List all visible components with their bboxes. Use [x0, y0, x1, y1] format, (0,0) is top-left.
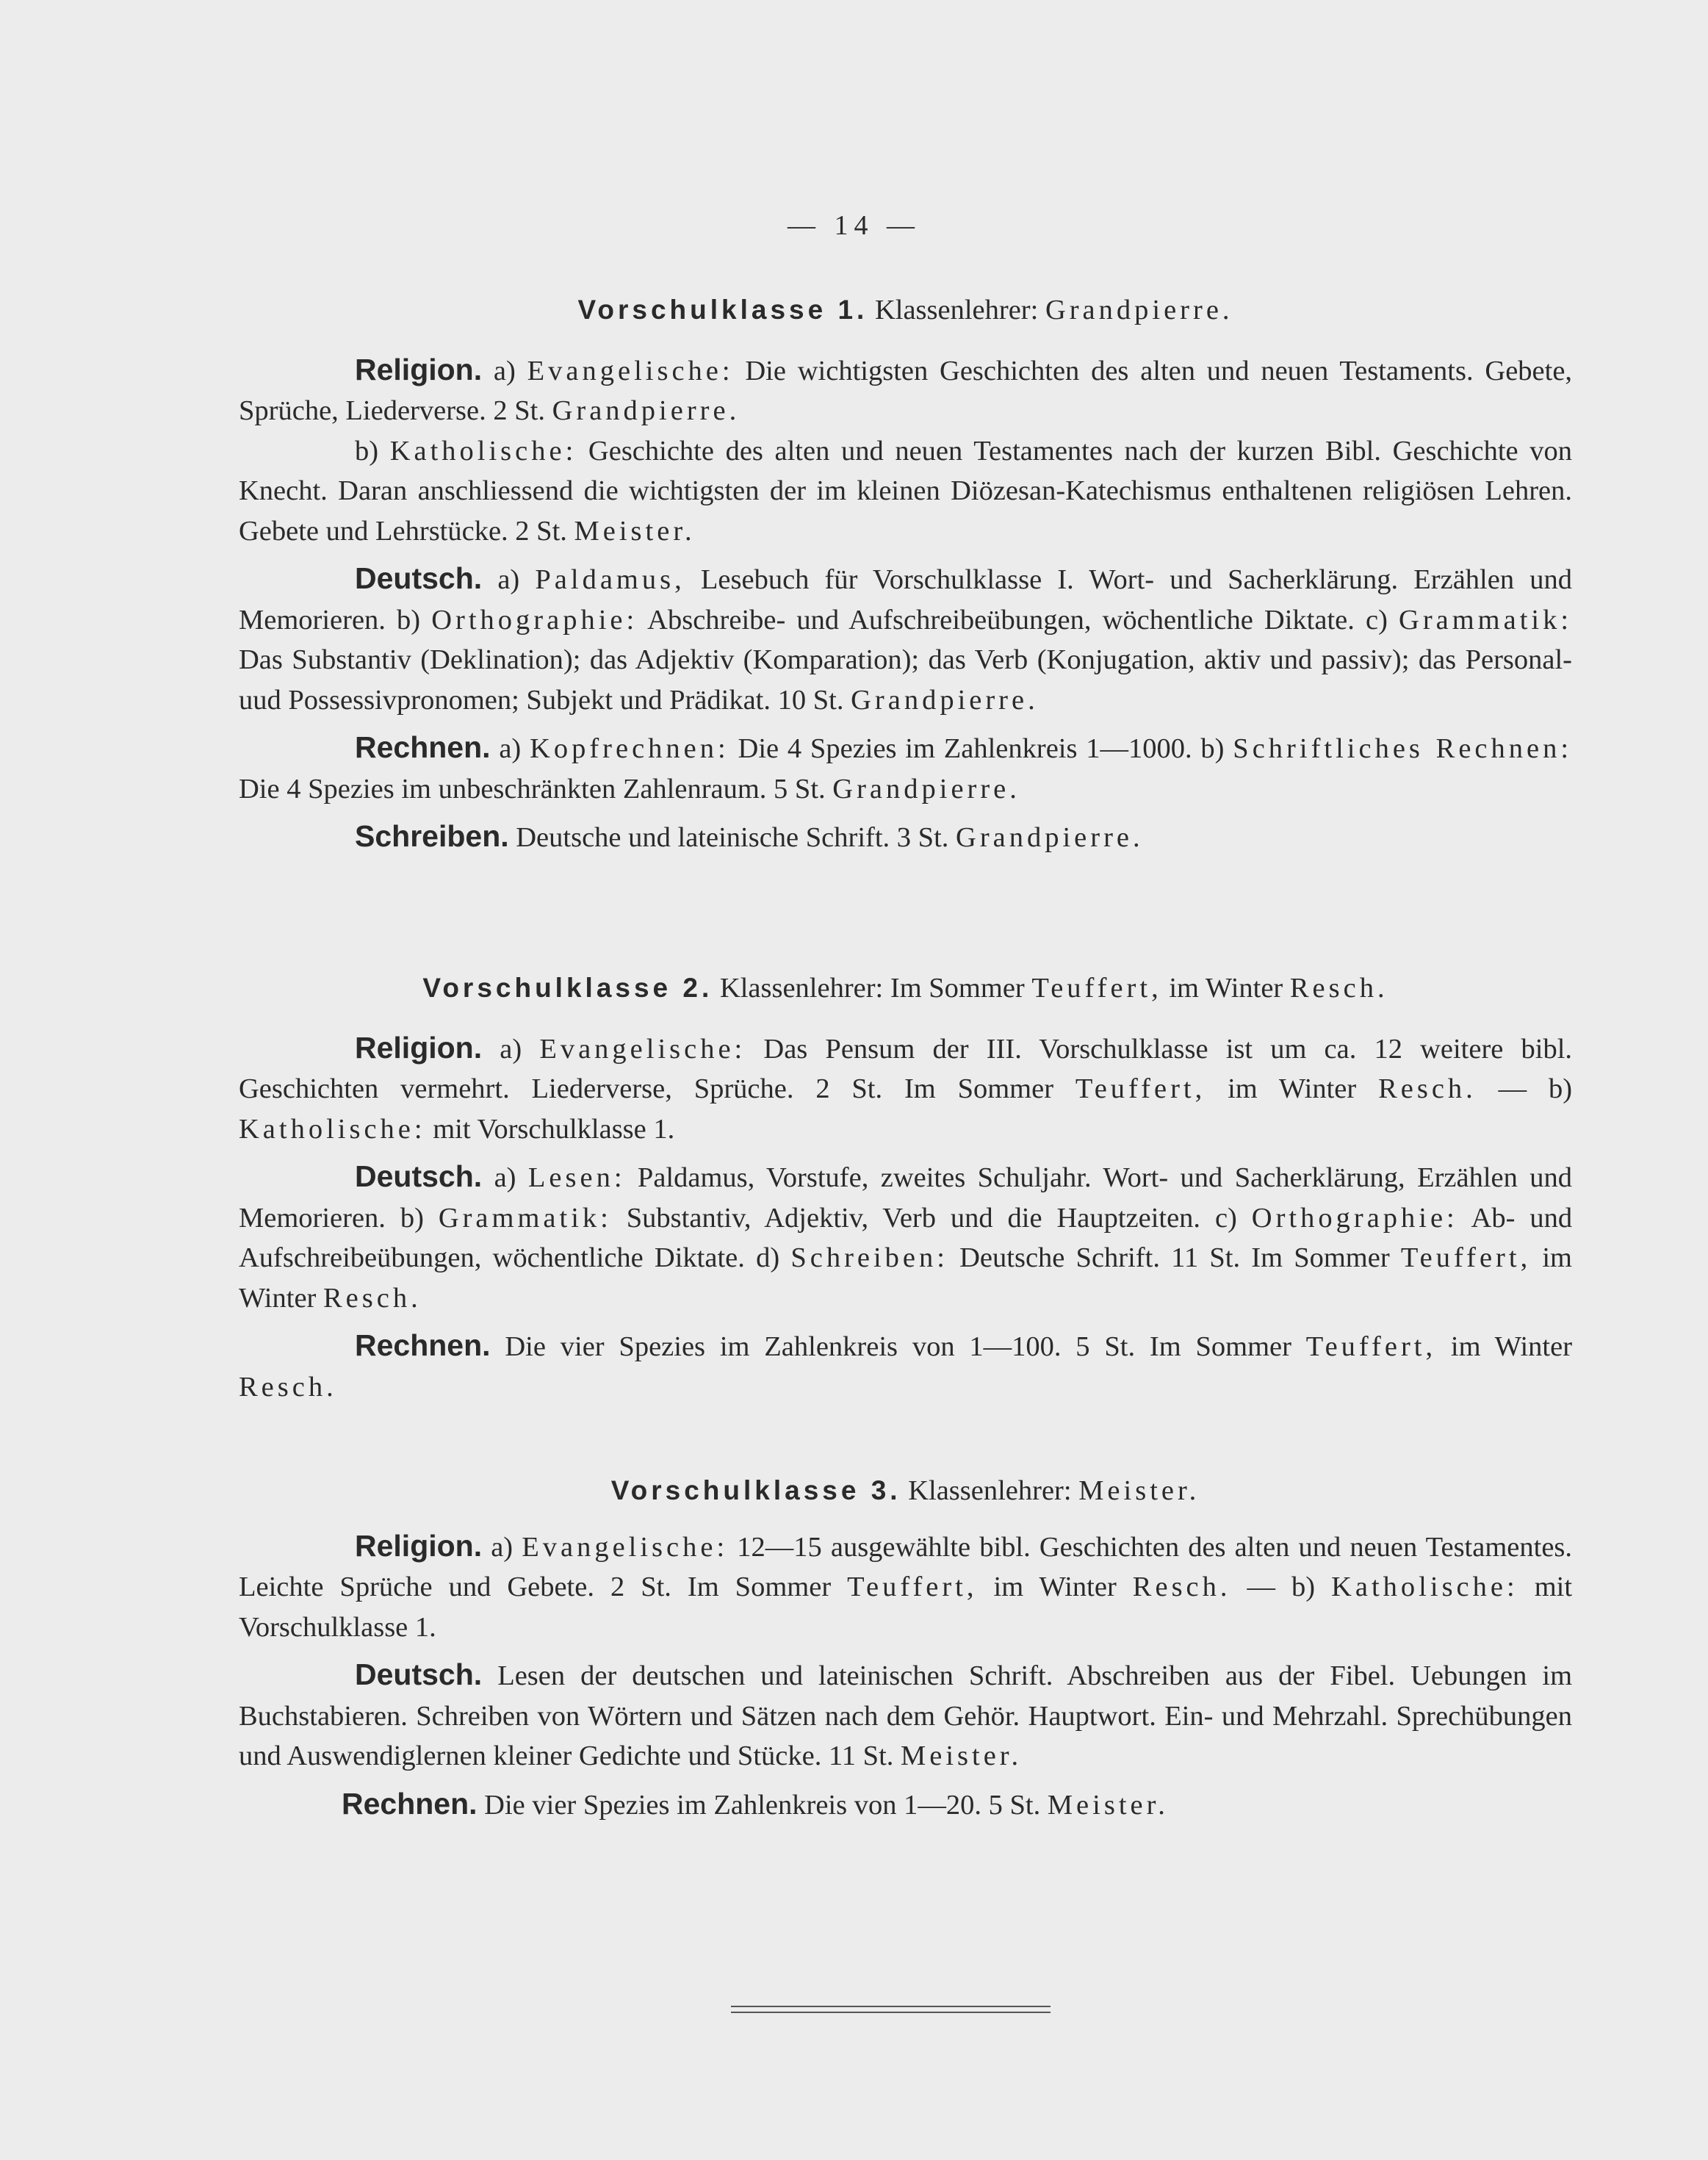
teacher-name: Meister.: [574, 515, 696, 547]
teacher-name: Meister.: [901, 1740, 1023, 1771]
section-heading: [239, 968, 1572, 1009]
teacher-name: Grandpierre.: [552, 395, 741, 426]
subject-title: Religion.: [355, 352, 483, 386]
teacher-label: Klassenlehrer:: [874, 295, 1039, 325]
item-keyword: Grammatik:: [438, 1202, 612, 1234]
item-label: a): [497, 564, 520, 595]
teacher-name: Resch.: [239, 1371, 337, 1403]
section-heading: [239, 290, 1572, 331]
subject-title: Deutsch.: [355, 1159, 483, 1193]
teacher-name: Teuffert,: [1305, 1331, 1437, 1362]
teacher-name: Resch.: [322, 1282, 422, 1314]
item-keyword: Kopfrechnen:: [530, 733, 729, 764]
item-label: b): [397, 604, 421, 636]
teacher-name: Teuffert,: [847, 1572, 978, 1602]
teacher-label: Klassenlehrer: Im Sommer: [719, 973, 1025, 1004]
teacher-name: Resch.: [1132, 1572, 1231, 1602]
item-text: im Winter: [1228, 1073, 1357, 1104]
section-vorschulklasse-2: [239, 968, 1572, 1407]
item-text: Lesebuch für Vorschulklasse I. Wort- und Sacherklärung. Erzählen und Memorieren.: [239, 564, 1572, 636]
item-label: b): [1291, 1572, 1316, 1602]
subject-title: Deutsch.: [355, 1657, 483, 1691]
item-label: a): [491, 1531, 514, 1563]
subject-title: Deutsch.: [355, 561, 483, 595]
item-text: mit Vorschulklasse 1.: [433, 1113, 675, 1145]
subject-title: Rechnen.: [342, 1786, 478, 1821]
rechnen-paragraph: [239, 1325, 1572, 1407]
item-text: Die wichtigsten Geschichten des alten und neuen Testaments. Gebete, Sprüche, Liederverse. 2 St.: [239, 355, 1573, 426]
deutsch-paragraph: [239, 1655, 1572, 1776]
item-text: Geschichte des alten und neuen Testamentes nach der kurzen Bibl. Geschichte von Knecht. Daran anschliessend die wichtigsten der im kleinen Diözesan-Katechismus enthaltenen religiösen Lehren. Gebete und Lehrstücke. 2 St.: [239, 435, 1572, 547]
teacher-name: Resch.: [1289, 973, 1388, 1004]
item-label: b): [1200, 733, 1225, 764]
item-text: im Winter: [239, 1242, 1573, 1314]
item-keyword: Schriftliches Rechnen:: [1233, 733, 1573, 764]
item-text: Lesen der deutschen und lateinischen Schrift. Abschreiben aus der Fibel. Uebungen im Buchstabieren. Schreiben von Wörtern und Sätzen nach dem Gehör. Hauptwort. Ein- und Mehrzahl. Sprechübungen und Auswendiglernen kleiner Gedichte und Stücke. 11 St.: [239, 1660, 1573, 1771]
religion-paragraph-b: [239, 431, 1572, 552]
item-text: Die vier Spezies im Zahlenkreis von 1—100. 5 St. Im Sommer: [505, 1331, 1291, 1362]
item-label: a): [500, 1033, 522, 1065]
item-keyword: Katholische:: [389, 435, 577, 467]
item-label: d): [756, 1242, 780, 1273]
item-label: b): [355, 435, 379, 467]
section-vorschulklasse-1: [239, 290, 1572, 858]
item-keyword: Grammatik:: [1399, 604, 1573, 636]
item-keyword: Orthographie:: [1251, 1202, 1458, 1234]
item-text: Deutsche Schrift. 11 St. Im Sommer: [959, 1242, 1390, 1273]
deutsch-paragraph: [239, 1156, 1572, 1318]
teacher-name: Resch.: [1378, 1073, 1477, 1104]
religion-paragraph: [239, 350, 1572, 431]
subject-title: Schreiben.: [355, 819, 509, 853]
item-text: Ab- und Aufschreibeübungen, wöchentliche Diktate.: [239, 1202, 1573, 1273]
class-name: Vorschulklasse 2.: [422, 973, 713, 1003]
item-text: 12—15 ausgewählte bibl. Geschichten des alten und neuen Testamentes. Leichte Sprüche und Gebete. 2 St. Im Sommer: [239, 1531, 1573, 1602]
item-text: Das Substantiv (Deklination); das Adjektiv (Komparation); das Verb (Konjugation, aktiv und passiv); das Personal- uud Possessivpronomen; Subjekt und Prädikat. 10 St.: [239, 644, 1572, 716]
item-text: Die vier Spezies im Zahlenkreis von 1—20. 5 St.: [484, 1789, 1041, 1821]
item-label: c): [1214, 1202, 1237, 1234]
item-label: c): [1365, 604, 1388, 636]
subject-title: Rechnen.: [355, 1328, 491, 1362]
schreiben-paragraph: [239, 816, 1572, 858]
page-number: — 14 —: [788, 210, 920, 241]
teacher-name: Teuffert,: [1400, 1242, 1532, 1273]
teacher-mid: im Winter: [1169, 973, 1283, 1004]
item-text: Die 4 Spezies im Zahlenkreis 1—1000.: [738, 733, 1192, 764]
item-text: im Winter: [1450, 1331, 1573, 1362]
deutsch-paragraph: [239, 558, 1572, 720]
teacher-name: Meister.: [1047, 1789, 1169, 1821]
item-text: Das Pensum der III. Vorschulklasse ist um ca. 12 weitere bibl. Geschichten vermehrt. Liederverse, Sprüche. 2 St. Im Sommer: [239, 1033, 1573, 1104]
item-label: a): [493, 355, 516, 386]
subject-title: Religion.: [355, 1030, 483, 1065]
item-label: b): [1548, 1073, 1573, 1104]
closing-double-rule: [731, 2006, 1051, 2013]
item-keyword: Katholische:: [1331, 1572, 1518, 1602]
item-keyword: Evangelische:: [539, 1033, 746, 1065]
item-text: Abschreibe- und Aufschreibeübungen, wöchentliche Diktate.: [647, 604, 1355, 636]
item-label: a): [499, 733, 522, 764]
item-text: —: [1247, 1572, 1276, 1602]
rechnen-paragraph: [239, 1784, 1572, 1826]
item-keyword: Evangelische:: [527, 355, 734, 386]
item-text: Paldamus, Vorstufe, zweites Schuljahr. Wort- und Sacherklärung, Erzählen und Memorieren.: [239, 1162, 1573, 1234]
item-keyword: Schreiben:: [790, 1242, 948, 1273]
section-heading: [239, 1471, 1572, 1511]
item-text: im Winter: [993, 1572, 1117, 1602]
religion-paragraph: [239, 1526, 1572, 1648]
subject-title: Religion.: [355, 1528, 483, 1563]
item-text: —: [1498, 1073, 1527, 1104]
teacher-name: Grandpierre.: [956, 822, 1144, 853]
item-text: Die 4 Spezies im unbeschränkten Zahlenraum. 5 St.: [239, 773, 826, 804]
item-keyword: Lesen:: [527, 1162, 626, 1193]
item-text: mit Vorschulklasse 1.: [239, 1572, 1573, 1643]
item-text: Substantiv, Adjektiv, Verb und die Hauptzeiten.: [626, 1202, 1201, 1234]
rechnen-paragraph: [239, 727, 1572, 809]
class-name: Vorschulklasse 1.: [577, 295, 868, 325]
teacher-label: Klassenlehrer:: [908, 1475, 1072, 1506]
teacher-name: Grandpierre.: [832, 773, 1020, 804]
teacher-name: Grandpierre.: [1045, 295, 1233, 325]
subject-title: Rechnen.: [355, 730, 491, 764]
item-label: b): [400, 1202, 424, 1234]
section-vorschulklasse-3: [239, 1471, 1572, 1825]
item-keyword: Paldamus,: [535, 564, 685, 595]
item-keyword: Evangelische:: [522, 1531, 729, 1563]
item-keyword: Orthographie:: [431, 604, 638, 636]
teacher-name: Teuffert,: [1075, 1073, 1206, 1104]
class-name: Vorschulklasse 3.: [610, 1475, 901, 1505]
item-label: a): [494, 1162, 516, 1193]
teacher-name: Teuffert,: [1031, 973, 1162, 1004]
teacher-name: Grandpierre.: [851, 684, 1039, 716]
item-keyword: Katholische:: [239, 1113, 426, 1145]
religion-paragraph: [239, 1028, 1572, 1150]
item-text: Deutsche und lateinische Schrift. 3 St.: [516, 822, 949, 853]
teacher-name: Meister.: [1078, 1475, 1200, 1506]
